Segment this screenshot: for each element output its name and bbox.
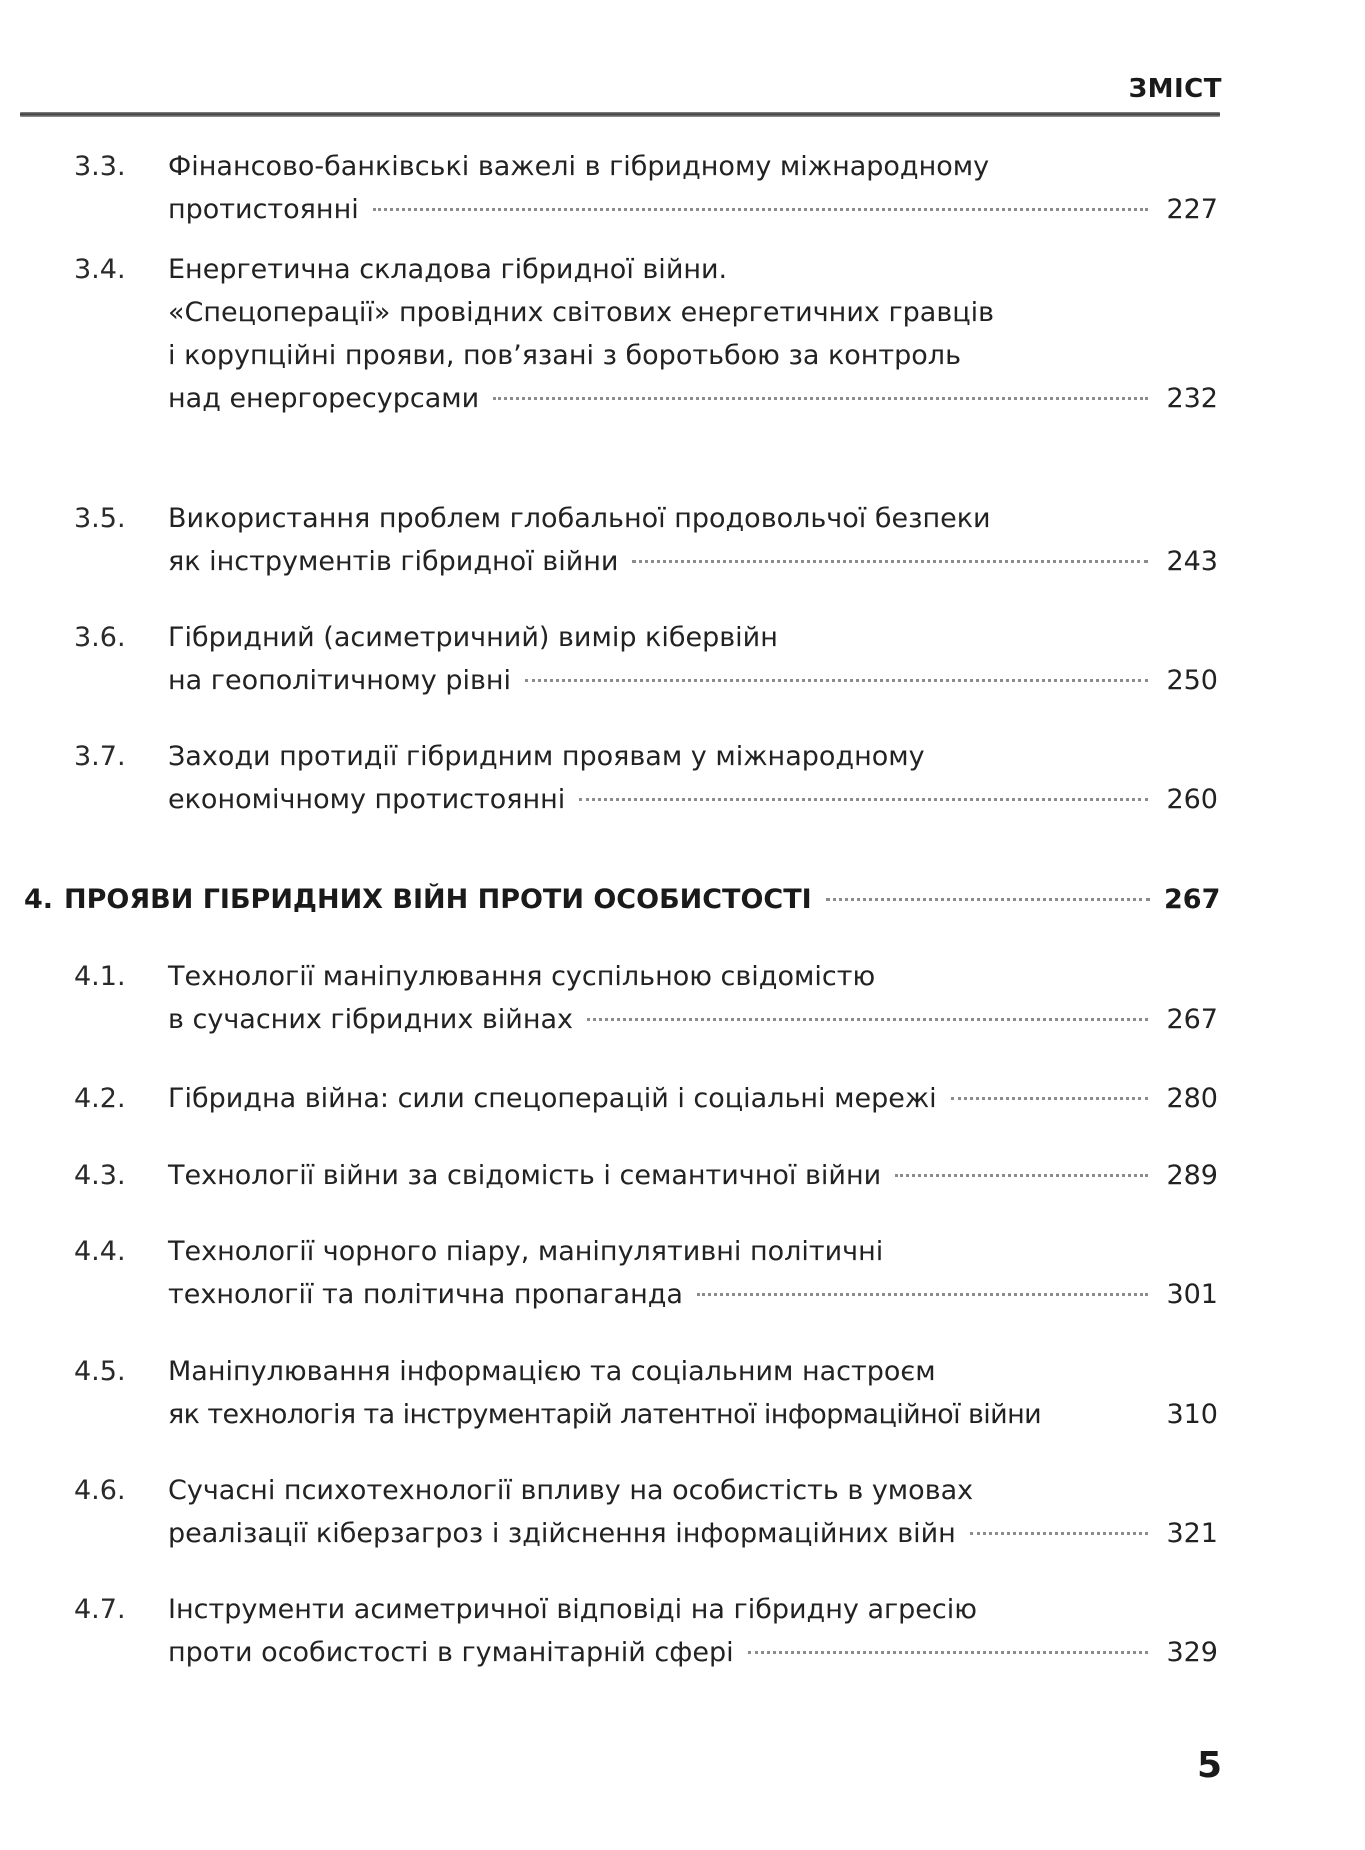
toc-entry-line: Маніпулювання інформацією та соціальним настроєм (168, 1356, 936, 1387)
dot-leader (970, 1532, 1148, 1535)
dot-leader (951, 1097, 1148, 1100)
toc-entry-line: над енергоресурсами (168, 383, 480, 414)
toc-entry-line: Енергетична складова гібридної війни. (168, 254, 728, 285)
toc-entry-line: технології та політична пропаганда (168, 1279, 683, 1310)
toc-entry-text (168, 1469, 1218, 1555)
toc-entry-line: проти особистості в гуманітарній сфері (168, 1637, 734, 1668)
dot-leader (697, 1293, 1148, 1296)
toc-entry-number: 3.6. (74, 622, 126, 653)
toc-entry-line: і корупційні прояви, пов’язані з боротьбою за контроль (168, 340, 961, 371)
toc-page-number: 260 (1166, 784, 1218, 815)
toc-entry-text (168, 955, 1218, 1041)
toc-entry-text (168, 1230, 1218, 1316)
toc-entry-text (168, 735, 1218, 821)
toc-entry-text (168, 616, 1218, 702)
toc-page-number: 321 (1166, 1518, 1218, 1549)
toc-page-number: 267 (1166, 1004, 1218, 1035)
toc-entry-line: Технології війни за свідомість і семантичної війни (168, 1160, 882, 1191)
toc-entry-line: Гібридна війна: сили спецоперацій і соціальні мережі (168, 1083, 937, 1114)
toc-page-number: 289 (1166, 1160, 1218, 1191)
toc-page-number: 280 (1166, 1083, 1218, 1114)
toc-entry-number: 3.4. (74, 254, 126, 285)
toc-entry-line: Технології маніпулювання суспільною свідомістю (168, 961, 876, 992)
toc-entry-line: Гібридний (асиметричний) вимір кібервійн (168, 622, 778, 653)
toc-page-number: 250 (1166, 665, 1218, 696)
toc-chapter-4[interactable] (24, 878, 1220, 921)
toc-entry-text (168, 145, 1218, 231)
toc-entry-number: 4.6. (74, 1475, 126, 1506)
dot-leader (895, 1174, 1148, 1177)
toc-entry-number: 4.2. (74, 1083, 126, 1114)
toc-entry-text (168, 1077, 1218, 1120)
toc-entry-number: 4.5. (74, 1356, 126, 1387)
toc-entry-text (168, 1588, 1218, 1674)
toc-entry-line: Заходи протидії гібридним проявам у міжнародному (168, 741, 925, 772)
toc-entry-text (168, 497, 1218, 583)
toc-page-number: 310 (1166, 1399, 1218, 1430)
dot-leader (579, 798, 1148, 801)
toc-entry-number: 4.3. (74, 1160, 126, 1191)
toc-entry-line: в сучасних гібридних війнах (168, 1004, 574, 1035)
toc-entry-line: економічному протистоянні (168, 784, 566, 815)
dot-leader (525, 679, 1148, 682)
toc-entry-line: протистоянні (168, 194, 359, 225)
toc-entry-line: Технології чорного піару, маніпулятивні політичні (168, 1236, 884, 1267)
toc-entry-text (168, 1350, 1218, 1436)
toc-entry-line: як технологія та інструментарій латентної інформаційної війни (168, 1399, 1042, 1430)
toc-entry-number: 3.5. (74, 503, 126, 534)
toc-page-number: 243 (1166, 546, 1218, 577)
toc-entry-number: 3.3. (74, 151, 126, 182)
chapter-page-number: 267 (1164, 884, 1221, 915)
toc-entry-line: Використання проблем глобальної продовольчої безпеки (168, 503, 991, 534)
toc-entry-line: як інструментів гібридної війни (168, 546, 619, 577)
toc-entry-number: 3.7. (74, 741, 126, 772)
header-divider (20, 112, 1220, 117)
toc-entry-number: 4.4. (74, 1236, 126, 1267)
section-header-title: ЗМІСТ (1128, 74, 1222, 104)
toc-entry-line: Сучасні психотехнології впливу на особистість в умовах (168, 1475, 974, 1506)
page-number: 5 (1196, 1745, 1222, 1786)
chapter-title: ПРОЯВИ ГІБРИДНИХ ВІЙН ПРОТИ ОСОБИСТОСТІ (64, 884, 812, 915)
toc-entry-line: реалізації кіберзагроз і здійснення інформаційних війн (168, 1518, 956, 1549)
toc-entry-number: 4.7. (74, 1594, 126, 1625)
toc-entry-line: «Спецоперації» провідних світових енергетичних гравців (168, 297, 995, 328)
dot-leader (373, 208, 1148, 211)
toc-entry-text (168, 248, 1218, 420)
dot-leader (493, 397, 1148, 400)
toc-entry-line: Інструменти асиметричної відповіді на гібридну агресію (168, 1594, 977, 1625)
toc-entry-line: Фінансово-банківські важелі в гібридному міжнародному (168, 151, 990, 182)
toc-entry-text (168, 1154, 1218, 1197)
toc-page-number: 232 (1166, 383, 1218, 414)
toc-entry-number: 4.1. (74, 961, 126, 992)
chapter-number: 4. (24, 884, 54, 915)
dot-leader (587, 1018, 1148, 1021)
toc-entry-line: на геополітичному рівні (168, 665, 512, 696)
dot-leader (748, 1651, 1148, 1654)
dot-leader (826, 898, 1150, 901)
dot-leader (1051, 1413, 1152, 1416)
toc-page-number: 227 (1166, 194, 1218, 225)
toc-page-number: 329 (1166, 1637, 1218, 1668)
dot-leader (632, 560, 1148, 563)
toc-page-number: 301 (1166, 1279, 1218, 1310)
